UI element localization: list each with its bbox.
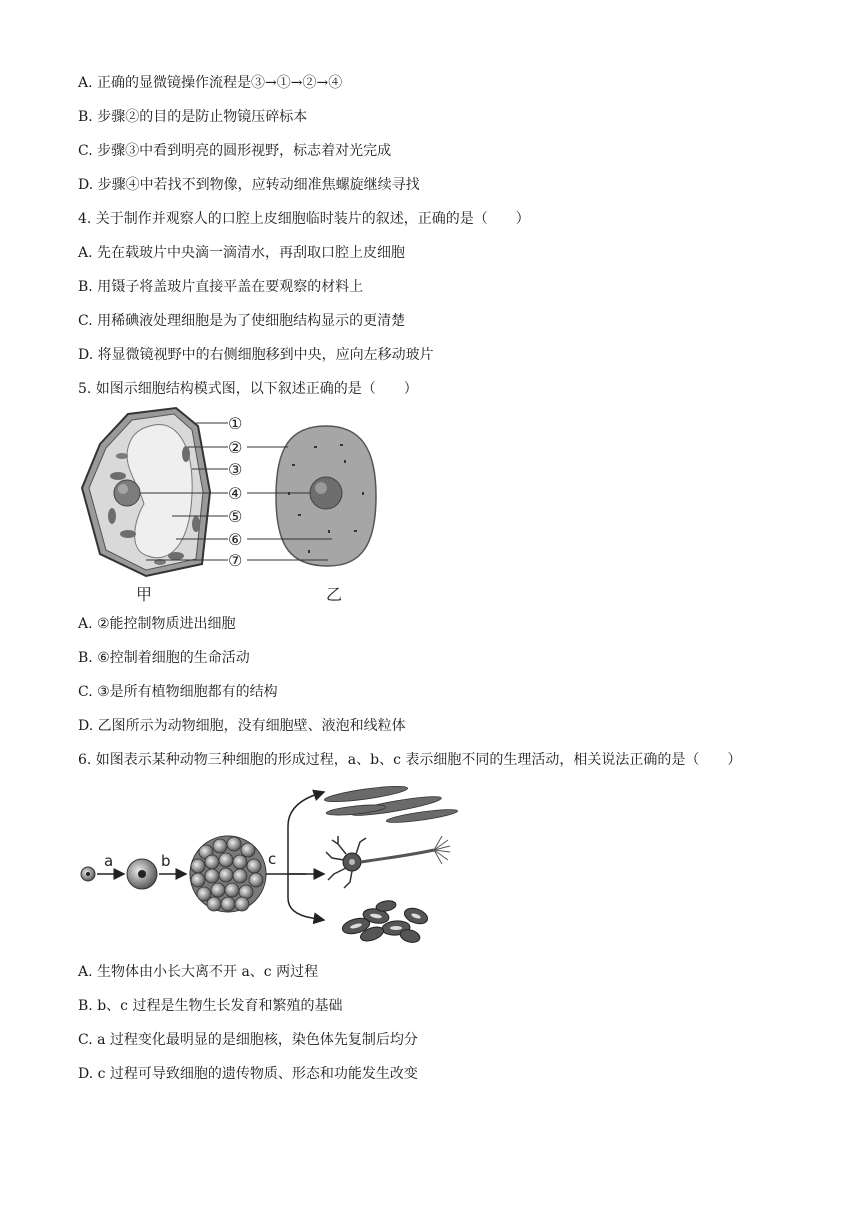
animal-cell bbox=[276, 426, 376, 566]
q4-option-a: A. 先在载玻片中央滴一滴清水，再刮取口腔上皮细胞 bbox=[78, 245, 406, 261]
cell-cluster bbox=[190, 836, 266, 912]
marker-7: ⑦ bbox=[228, 551, 243, 570]
q3-option-d: D. 步骤④中若找不到物像，应转动细准焦螺旋继续寻找 bbox=[78, 177, 420, 193]
neuron bbox=[326, 836, 450, 888]
q3-option-b: B. 步骤②的目的是防止物镜压碎标本 bbox=[78, 109, 308, 125]
marker-2: ② bbox=[228, 438, 243, 457]
marker-6: ⑥ bbox=[228, 530, 243, 549]
label-a: a bbox=[104, 852, 114, 870]
q4-option-d: D. 将显微镜视野中的右侧细胞移到中央，应向左移动玻片 bbox=[78, 347, 434, 363]
q6-stem: 6. 如图表示某种动物三种细胞的形成过程，a、b、c 表示细胞不同的生理活动，相关说法正确的是（ ） bbox=[78, 752, 742, 768]
q5-option-a: A. ②能控制物质进出细胞 bbox=[78, 616, 236, 632]
q6-option-b: B. b、c 过程是生物生长发育和繁殖的基础 bbox=[78, 998, 343, 1014]
q3-option-a: A. 正确的显微镜操作流程是③→①→②→④ bbox=[78, 75, 343, 91]
q6-option-c: C. a 过程变化最明显的是细胞核，染色体先复制后均分 bbox=[78, 1032, 418, 1048]
q6-option-a: A. 生物体由小长大离不开 a、c 两过程 bbox=[78, 964, 319, 980]
plant-cell bbox=[82, 408, 210, 576]
cell-differentiation-diagram bbox=[76, 780, 466, 950]
label-c: c bbox=[268, 850, 277, 868]
marker-5: ⑤ bbox=[228, 507, 243, 526]
label-yi: 乙 bbox=[326, 585, 343, 604]
q4-option-b: B. 用镊子将盖玻片直接平盖在要观察的材料上 bbox=[78, 279, 364, 295]
cell-differentiation-figure bbox=[76, 780, 466, 950]
marker-1: ① bbox=[228, 414, 243, 433]
q4-option-c: C. 用稀碘液处理细胞是为了使细胞结构显示的更清楚 bbox=[78, 313, 406, 329]
q4-stem: 4. 关于制作并观察人的口腔上皮细胞临时装片的叙述，正确的是（ ） bbox=[78, 211, 530, 227]
marker-4: ④ bbox=[228, 484, 243, 503]
q5-stem: 5. 如图示细胞结构模式图，以下叙述正确的是（ ） bbox=[78, 381, 418, 397]
cell-structure-figure bbox=[76, 404, 396, 604]
cell-structure-diagram bbox=[76, 404, 396, 604]
q6-option-d: D. c 过程可导致细胞的遗传物质、形态和功能发生改变 bbox=[78, 1066, 418, 1082]
muscle-cells bbox=[324, 783, 458, 825]
label-jia: 甲 bbox=[136, 585, 153, 604]
q5-option-b: B. ⑥控制着细胞的生命活动 bbox=[78, 650, 250, 666]
marker-3: ③ bbox=[228, 460, 243, 479]
blood-cells bbox=[341, 899, 430, 944]
q5-option-d: D. 乙图所示为动物细胞，没有细胞壁、液泡和线粒体 bbox=[78, 718, 406, 734]
label-b: b bbox=[161, 852, 171, 870]
structure-markers bbox=[228, 414, 242, 570]
q3-option-c: C. 步骤③中看到明亮的圆形视野，标志着对光完成 bbox=[78, 143, 392, 159]
q5-option-c: C. ③是所有植物细胞都有的结构 bbox=[78, 684, 278, 700]
